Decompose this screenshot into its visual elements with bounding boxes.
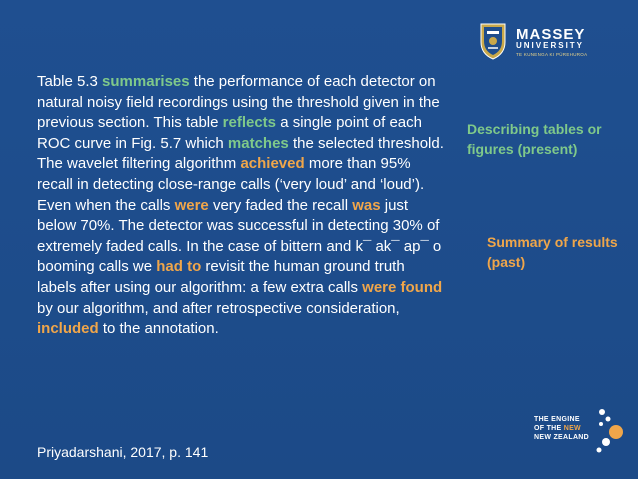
highlight-past-tense: was: [352, 196, 381, 214]
university-subtitle: UNIVERSITY: [516, 41, 585, 50]
text-segment: the selected threshold. The wavelet filtering algorithm: [37, 134, 444, 173]
highlight-past-tense: were found: [362, 278, 443, 296]
engine-line-2: [534, 424, 581, 433]
annotation-summary: Summary of results (past): [487, 234, 618, 270]
engine-line-2-highlight: NEW: [563, 425, 581, 432]
text-segment: a single point of each ROC curve in Fig. 5.7 which: [37, 114, 422, 152]
engine-logo: [534, 408, 634, 458]
text-segment: to the annotation.: [98, 320, 219, 338]
citation: Priyadarshani, 2017, p. 141: [37, 444, 209, 460]
engine-line-2-prefix: OF THE: [534, 425, 564, 432]
text-segment: the performance of each detector on natural noisy field recordings using the threshold given in the previous section. This table: [37, 73, 440, 132]
annotation-describing: Describing tables or figures (present): [467, 121, 602, 157]
text-segment: more than 95% recall in detecting close-range calls (‘very loud’ and ‘loud’). Even when the calls: [37, 155, 425, 214]
highlight-present-tense: reflects: [222, 114, 277, 132]
text-segment: just below 70%. The detector was successful in detecting 30% of extremely faded calls. In the case of bittern and k¯ ak¯ ap¯ o booming calls we: [37, 196, 442, 276]
highlight-present-tense: matches: [227, 134, 289, 152]
dots-icon: [594, 408, 638, 458]
university-name: MASSEY: [516, 26, 586, 43]
highlight-present-tense: summarises: [102, 73, 190, 90]
text-segment: Table 5.3: [37, 73, 103, 90]
crest-icon: [478, 22, 508, 60]
massey-university-logo: [478, 20, 628, 66]
highlight-past-tense: included: [37, 320, 99, 338]
text-segment: very faded the recall: [208, 196, 353, 214]
text-segment: revisit the human ground truth labels after using our algorithm: a few extra calls: [37, 258, 405, 296]
highlight-past-tense: were: [174, 196, 209, 214]
highlight-past-tense: had to: [156, 258, 202, 276]
main-paragraph: [37, 72, 447, 340]
engine-line-3: NEW ZEALAND: [534, 434, 590, 441]
highlight-past-tense: achieved: [240, 155, 305, 173]
engine-line-1: THE ENGINE: [534, 416, 580, 423]
text-segment: by our algorithm, and after retrospective consideration,: [37, 299, 400, 317]
university-maori-name: TE KUNENGA KI PŪREHUROA: [516, 52, 588, 57]
